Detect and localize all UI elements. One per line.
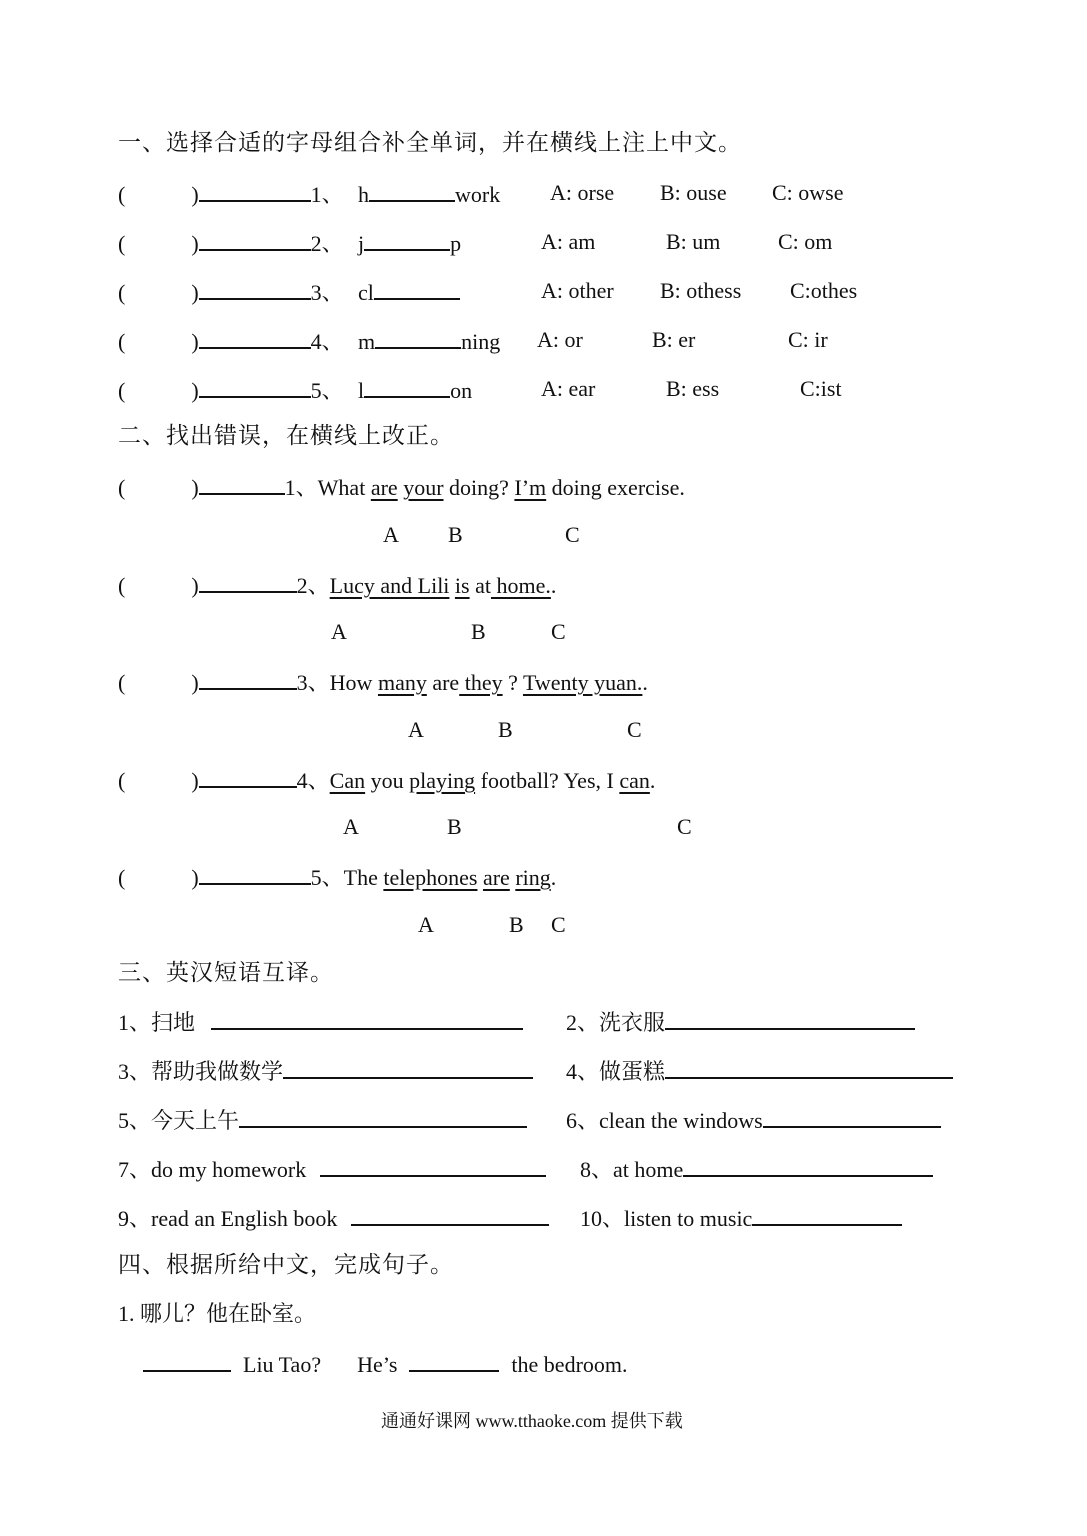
label-a: A xyxy=(383,522,399,547)
s3-item-5: 5、今天上午 xyxy=(118,1104,527,1136)
s1-item-1: ( ) 1、 xyxy=(118,178,344,210)
option-a: A: orse xyxy=(550,180,615,205)
letter-blank[interactable] xyxy=(374,276,460,300)
label-c: C xyxy=(551,912,566,937)
option-a: A: other xyxy=(541,278,614,303)
s3-item-6: 6、clean the windows xyxy=(566,1104,941,1136)
s4-sentence-1: Liu Tao? He’s the bedroom. xyxy=(143,1348,628,1380)
footer-credit: 通通好课网 www.tthaoke.com 提供下载 xyxy=(381,1411,683,1431)
translation-blank[interactable] xyxy=(665,1055,953,1079)
answer-blank[interactable] xyxy=(199,227,311,251)
label-c: C xyxy=(551,619,566,644)
section3-heading: 三、英汉短语互译。 xyxy=(118,960,334,985)
answer-blank[interactable] xyxy=(199,764,297,788)
s1-item-4: ( ) 4、 xyxy=(118,325,344,357)
option-a: A: am xyxy=(541,229,596,254)
letter-blank[interactable] xyxy=(375,325,461,349)
label-b: B xyxy=(447,814,462,839)
option-b: B: ouse xyxy=(660,180,727,205)
s3-item-10: 10、listen to music xyxy=(580,1202,902,1234)
sentence-blank[interactable] xyxy=(409,1348,499,1372)
option-c: C: owse xyxy=(772,180,844,205)
label-c: C xyxy=(677,814,692,839)
s3-item-4: 4、做蛋糕 xyxy=(566,1055,953,1087)
label-c: C xyxy=(627,717,642,742)
answer-blank[interactable] xyxy=(199,861,311,885)
s1-word-4: m ning xyxy=(358,325,500,357)
letter-blank[interactable] xyxy=(364,374,450,398)
s2-item-2: ( ) 2、Lucy and Lili is at home.. xyxy=(118,569,556,601)
s3-item-7: 7、do my homework xyxy=(118,1153,546,1185)
answer-blank[interactable] xyxy=(199,325,311,349)
label-b: B xyxy=(471,619,486,644)
s2-item-4: ( ) 4、Can you playing football? Yes, I can. xyxy=(118,764,655,796)
label-b: B xyxy=(448,522,463,547)
option-b: B: othess xyxy=(660,278,742,303)
s1-word-3: cl xyxy=(358,276,460,308)
s2-item-1: ( ) 1、What are your doing? I’m doing exercise. xyxy=(118,471,685,503)
label-b: B xyxy=(509,912,524,937)
option-c: C:ist xyxy=(800,376,842,401)
s1-item-2: ( ) 2、 xyxy=(118,227,344,259)
option-b: B: er xyxy=(652,327,696,352)
translation-blank[interactable] xyxy=(211,1006,523,1030)
label-a: A xyxy=(418,912,434,937)
letter-blank[interactable] xyxy=(369,178,455,202)
translation-blank[interactable] xyxy=(752,1202,902,1226)
sentence-blank[interactable] xyxy=(143,1348,231,1372)
option-c: C:othes xyxy=(790,278,858,303)
s1-item-3: ( ) 3、 xyxy=(118,276,344,308)
s1-item-5: ( ) 5、 xyxy=(118,374,344,406)
label-b: B xyxy=(498,717,513,742)
s3-item-3: 3、帮助我做数学 xyxy=(118,1055,533,1087)
s1-word-1: h work xyxy=(358,178,500,210)
answer-blank[interactable] xyxy=(199,374,311,398)
option-a: A: or xyxy=(537,327,583,352)
label-a: A xyxy=(408,717,424,742)
answer-blank[interactable] xyxy=(199,569,297,593)
translation-blank[interactable] xyxy=(283,1055,533,1079)
option-c: C: om xyxy=(778,229,833,254)
answer-blank[interactable] xyxy=(199,471,285,495)
label-a: A xyxy=(343,814,359,839)
s3-item-2: 2、洗衣服 xyxy=(566,1006,915,1038)
translation-blank[interactable] xyxy=(351,1202,549,1226)
answer-blank[interactable] xyxy=(199,666,297,690)
s1-word-5: l on xyxy=(358,374,472,406)
translation-blank[interactable] xyxy=(665,1006,915,1030)
translation-blank[interactable] xyxy=(683,1153,933,1177)
s3-item-9: 9、read an English book xyxy=(118,1202,549,1234)
s3-item-8: 8、at home xyxy=(580,1153,933,1185)
label-a: A xyxy=(331,619,347,644)
translation-blank[interactable] xyxy=(239,1104,527,1128)
label-c: C xyxy=(565,522,580,547)
section4-heading: 四、根据所给中文，完成句子。 xyxy=(118,1252,454,1277)
s4-question-1: 1. 哪儿？他在卧室。 xyxy=(118,1301,317,1326)
translation-blank[interactable] xyxy=(320,1153,546,1177)
s2-item-3: ( ) 3、How many are they ? Twenty yuan.. xyxy=(118,666,648,698)
translation-blank[interactable] xyxy=(763,1104,941,1128)
section1-heading: 一、选择合适的字母组合补全单词，并在横线上注上中文。 xyxy=(118,130,742,155)
answer-blank[interactable] xyxy=(199,178,311,202)
s1-word-2: j p xyxy=(358,227,461,259)
s3-item-1: 1、扫地 xyxy=(118,1006,523,1038)
answer-blank[interactable] xyxy=(199,276,311,300)
letter-blank[interactable] xyxy=(364,227,450,251)
option-b: B: um xyxy=(666,229,721,254)
option-c: C: ir xyxy=(788,327,828,352)
option-b: B: ess xyxy=(666,376,720,401)
s2-item-5: ( ) 5、The telephones are ring. xyxy=(118,861,556,893)
option-a: A: ear xyxy=(541,376,596,401)
section2-heading: 二、找出错误，在横线上改正。 xyxy=(118,423,454,448)
